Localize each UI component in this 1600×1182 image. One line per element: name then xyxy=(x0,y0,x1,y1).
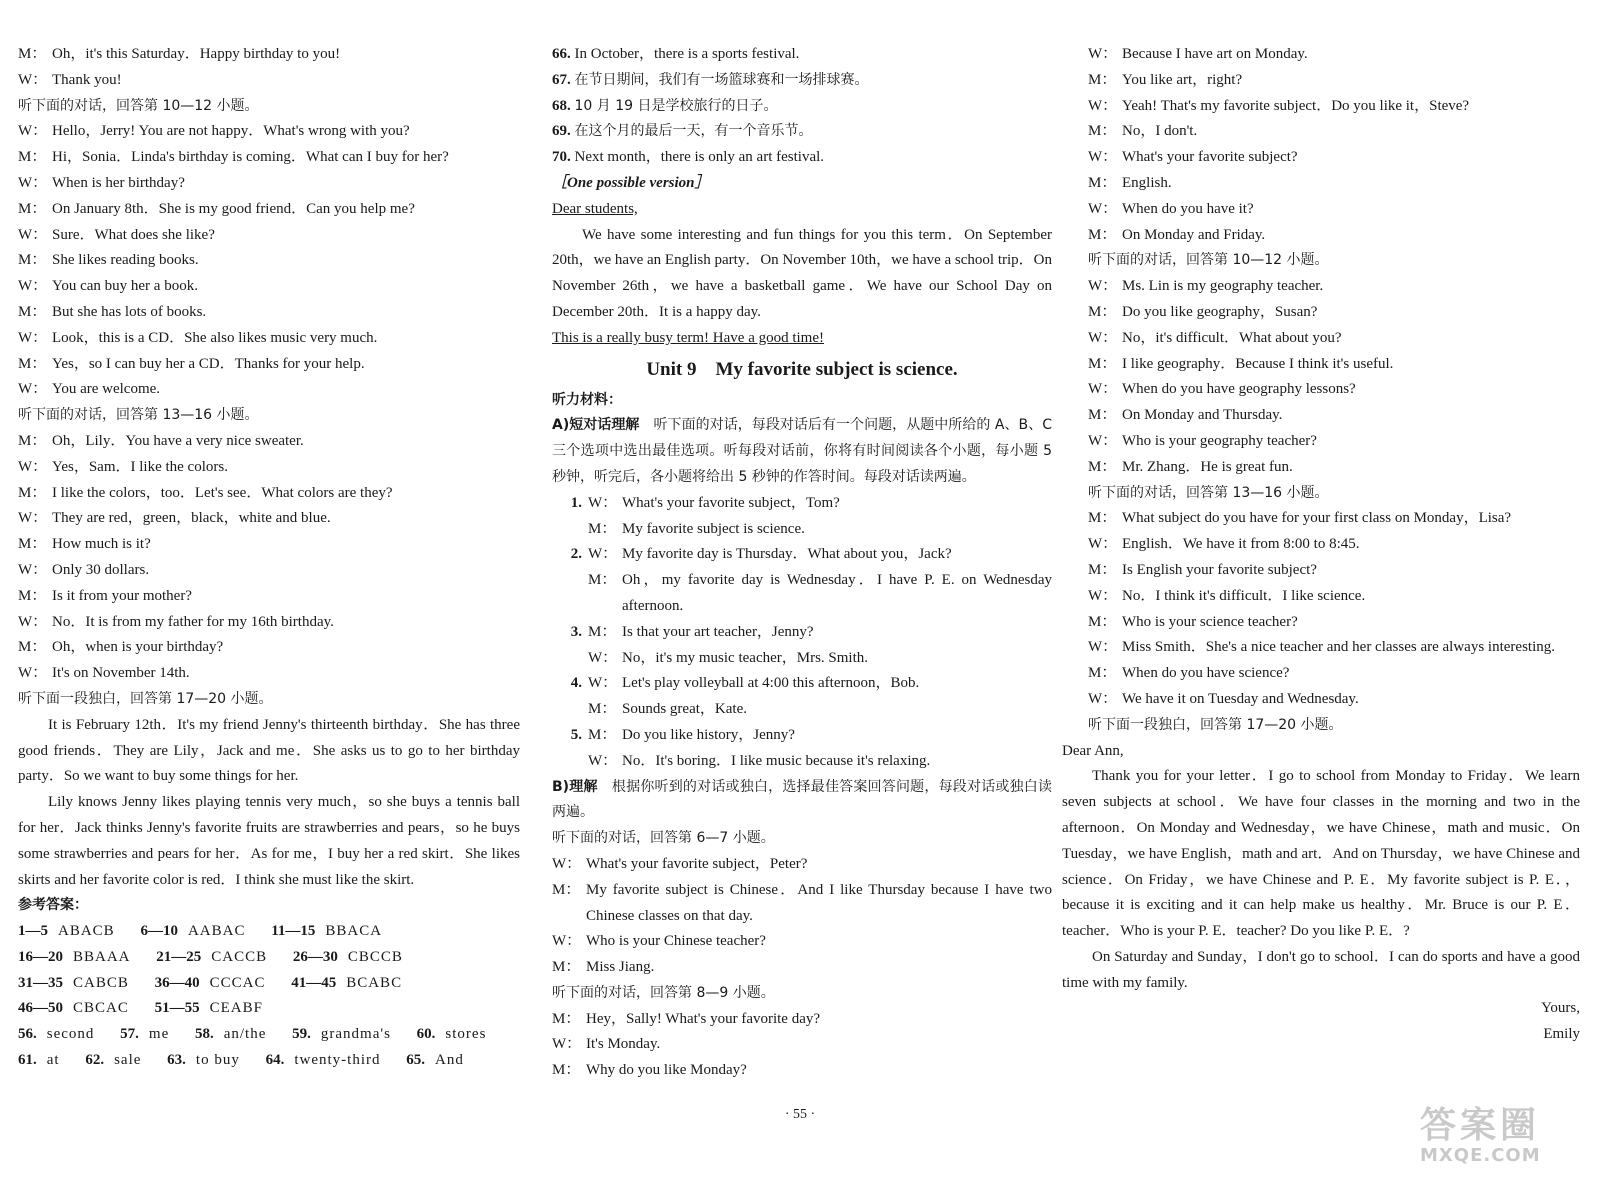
section-a-instructions: A)短对话理解 听下面的对话，每段对话后有一个问题，从题中所给的 A、B、C 三个选项中选出最佳选项。听每段对话前，你将有时间阅读各个小题，每小题 5 秒钟，听完后，各小题将给出 5 秒钟的作答时间。每段对话读两遍。 xyxy=(552,417,1052,485)
dialogue-line: W： Who is your geography teacher? xyxy=(1088,432,1317,449)
question-line: 2. W： My favorite day is Thursday．What about you，Jack? xyxy=(570,546,952,563)
dialogue-line: W： Yes，Sam．I like the colors. xyxy=(18,458,228,475)
letter-salutation: Dear Ann, xyxy=(1062,742,1124,759)
listening-heading: 听力材料： xyxy=(552,391,622,408)
unit-title: Unit 9 My favorite subject is science. xyxy=(646,358,958,380)
letter-closing: This is a really busy term! Have a good time! xyxy=(552,329,825,346)
dialogue-block xyxy=(552,1007,1052,1084)
question-line: 5. M： Do you like history，Jenny? xyxy=(570,726,795,743)
dialogue-line: W： We have it on Tuesday and Wednesday. xyxy=(1088,690,1359,707)
watermark-en: MXQE.COM xyxy=(1420,1145,1541,1166)
dialogue-line: W： It's on November 14th. xyxy=(18,665,190,682)
answer-item: 68. 10 月 19 日是学校旅行的日子。 xyxy=(552,97,778,114)
monologue-paragraph: Lily knows Jenny likes playing tennis very much，so she buys a tennis ball for her．Jack thinks Jenny's favorite fruits are strawberries and pears，so he buys some strawberries and pears for her．As for me，I buy her a red skirt．She likes skirts and her favorite color is red．I think she must like the skirt. xyxy=(18,794,520,888)
answer-item: 66. In October，there is a sports festival. xyxy=(552,46,800,62)
answer-row: 31—35 CABCB 36—40 CCCAC 41—45 BCABC xyxy=(18,974,403,991)
dialogue-line: W： You are welcome. xyxy=(18,381,161,398)
dialogue-line: W： It's Monday. xyxy=(552,1036,661,1053)
letter-signature: Emily xyxy=(1543,1026,1580,1043)
dialogue-line: W： No．I think it's difficult．I like science. xyxy=(1088,587,1366,604)
answer-row: 61. at 62. sale 63. to buy 64. twenty-third 65. And xyxy=(18,1052,464,1069)
question-line: 4. W： Let's play volleyball at 4:00 this afternoon，Bob. xyxy=(570,675,920,692)
dialogue-line: W： Only 30 dollars. xyxy=(18,561,150,578)
dialogue-line: W： When is her birthday? xyxy=(18,174,185,191)
dialogue-line: M： When do you have science? xyxy=(1088,665,1290,682)
answer-item: 70. Next month，there is only an art festival. xyxy=(552,149,825,166)
monologue-paragraph: It is February 12th．It's my friend Jenny's thirteenth birthday．She has three good friends．They are Lily，Jack and me．She asks us to go to her birthday party．So we want to buy some things for her. xyxy=(18,716,520,785)
dialogue-line: W： Who is your Chinese teacher? xyxy=(552,933,766,950)
letter-sign-off: Yours, xyxy=(1541,1000,1580,1017)
dialogue-line: M： Miss Jiang. xyxy=(552,959,655,976)
dialogue-line: W： No．It is from my father for my 16th birthday. xyxy=(18,613,334,630)
answer-key-heading: 参考答案： xyxy=(18,897,88,914)
answer-row: 46—50 CBCAC 51—55 CEABF xyxy=(18,1000,263,1017)
letter-body: We have some interesting and fun things for you this term．On September 20th，we have an English party．On November 10th，we have a school trip．On November 26th，we have a basketball game．We have our School Day on December 20th．It is a happy day. xyxy=(552,226,1052,320)
dialogue-line: W： Sure．What does she like? xyxy=(18,226,215,243)
dialogue-block xyxy=(552,852,1052,981)
answer-row: 1—5 ABACB 6—10 AABAC 11—15 BBACA xyxy=(18,923,383,940)
question-line: 3. M： Is that your art teacher，Jenny? xyxy=(570,623,814,640)
dialogue-line: W： Yeah! That's my favorite subject．Do you like it，Steve? xyxy=(1088,97,1470,114)
dialogue-line: W： What's your favorite subject? xyxy=(1088,149,1298,166)
watermark-cn: 答案圈 xyxy=(1420,1105,1541,1146)
answer-key xyxy=(18,919,520,1074)
dialogue-line: M： You like art，right? xyxy=(1088,71,1243,88)
dialogue-line: W： Because I have art on Monday. xyxy=(1088,46,1308,62)
dialogue-line: W： Miss Smith．She's a nice teacher and her classes are always interesting. xyxy=(1088,639,1555,656)
dialogue-line: M： Oh，when is your birthday? xyxy=(18,639,224,656)
dialogue-line: W： You can buy her a book. xyxy=(18,278,198,295)
answer-item: 67. 在节日期间，我们有一场篮球赛和一场排球赛。 xyxy=(552,71,869,88)
dialogue-line: M： But she has lots of books. xyxy=(18,303,207,320)
section-b-instructions: B)理解 根据你听到的对话或独白，选择最佳答案回答问题，每段对话或独白读两遍。 xyxy=(552,778,1052,821)
dialogue-line: M： Hi，Sonia．Linda's birthday is coming．What can I buy for her? xyxy=(18,149,449,166)
column-right xyxy=(1062,42,1580,1048)
question-line: 1. W： What's your favorite subject，Tom? xyxy=(570,494,840,511)
dialogue-line: M： English. xyxy=(1088,174,1172,191)
dialogue-line: M： Oh，it's this Saturday．Happy birthday to you! xyxy=(18,46,341,62)
dialogue-line: M： No，I don't. xyxy=(1088,123,1198,140)
dialogue-line: M： Why do you like Monday? xyxy=(552,1062,747,1079)
dialogue-line: M： How much is it? xyxy=(18,536,151,553)
dialogue-line: W： English．We have it from 8:00 to 8:45. xyxy=(1088,536,1360,553)
page-number: · 55 · xyxy=(784,1107,816,1122)
short-dialogues xyxy=(552,491,1052,775)
watermark-logo xyxy=(1420,1106,1580,1166)
question-line: M： Oh，my favorite day is Wednesday．I have P. E. on Wednesday afternoon. xyxy=(588,572,1052,614)
dialogue-line: M： Mr. Zhang．He is great fun. xyxy=(1088,458,1293,475)
dialogue-line: M： Oh，Lily．You have a very nice sweater. xyxy=(18,432,304,449)
section-heading: 听下面的对话，回答第 6—7 小题。 xyxy=(552,830,775,847)
letter-salutation: Dear students, xyxy=(552,200,638,217)
dialogue-line: M： On January 8th．She is my good friend．Can you help me? xyxy=(18,200,415,217)
section-heading: 听下面的对话，回答第 13—16 小题。 xyxy=(18,407,259,424)
dialogue-line: W： Thank you! xyxy=(18,71,122,88)
dialogue-line: M： I like geography．Because I think it's useful. xyxy=(1088,355,1394,372)
section-heading: 听下面一段独白，回答第 17—20 小题。 xyxy=(18,690,273,707)
dialogue-block xyxy=(18,119,520,403)
question-line: M： Sounds great，Kate. xyxy=(588,701,747,718)
dialogue-line: M： Who is your science teacher? xyxy=(1088,613,1298,630)
section-heading: 听下面的对话，回答第 8—9 小题。 xyxy=(552,984,775,1001)
dialogue-line: M： Yes，so I can buy her a CD．Thanks for your help. xyxy=(18,355,365,372)
dialogue-line: W： What's your favorite subject，Peter? xyxy=(552,855,808,872)
question-line: M： My favorite subject is science. xyxy=(588,520,805,537)
dialogue-line: W： Hello，Jerry! You are not happy．What's wrong with you? xyxy=(18,123,410,140)
dialogue-line: M： Is English your favorite subject? xyxy=(1088,561,1317,578)
dialogue-block xyxy=(1088,506,1580,712)
answer-row: 56. second 57. me 58. an/the 59. grandma's 60. stores xyxy=(18,1026,487,1043)
dialogue-line: M： Do you like geography，Susan? xyxy=(1088,303,1318,320)
dialogue-line: W： Ms. Lin is my geography teacher. xyxy=(1088,278,1324,295)
column-left xyxy=(18,42,520,1074)
dialogue-line: M： My favorite subject is Chinese．And I like Thursday because I have two Chinese classes on that day. xyxy=(552,881,1052,924)
dialogue-line: M： What subject do you have for your first class on Monday，Lisa? xyxy=(1088,510,1512,527)
dialogue-block xyxy=(18,429,520,687)
version-label: ［One possible version］ xyxy=(552,174,710,191)
dialogue-block xyxy=(1088,42,1580,248)
dialogue-line: M： She likes reading books. xyxy=(18,252,199,269)
dialogue-block xyxy=(1088,274,1580,480)
monologue-paragraph: On Saturday and Sunday，I don't go to school．I can do sports and have a good time with my family. xyxy=(1062,948,1580,991)
dialogue-line: M： Is it from your mother? xyxy=(18,587,192,604)
section-heading: 听下面的对话，回答第 10—12 小题。 xyxy=(1088,252,1329,269)
dialogue-line: M： On Monday and Thursday. xyxy=(1088,407,1283,424)
section-heading: 听下面的对话，回答第 10—12 小题。 xyxy=(18,97,259,114)
section-heading: 听下面一段独白，回答第 17—20 小题。 xyxy=(1088,716,1343,733)
dialogue-line: W： When do you have it? xyxy=(1088,200,1254,217)
answer-item: 69. 在这个月的最后一天，有一个音乐节。 xyxy=(552,123,813,140)
dialogue-line: M： On Monday and Friday. xyxy=(1088,226,1266,243)
dialogue-line: W： They are red，green，black，white and blue. xyxy=(18,510,331,527)
monologue-paragraph: Thank you for your letter．I go to school from Monday to Friday．We learn seven subjects at school．We have four classes in the morning and two in the afternoon．On Monday and Wednesday，we have Chinese，math and music．On Tuesday，we have English，math and art．And on Thursday，we have Chinese and science．On Friday，we have Chinese and P. E．My favorite subject is P. E．，because it is exciting and it can help make us healthy．Mr. Bruce is our P. E．teacher．Who is your P. E．teacher? Do you like P. E．? xyxy=(1062,768,1580,940)
section-heading: 听下面的对话，回答第 13—16 小题。 xyxy=(1088,484,1329,501)
column-middle xyxy=(552,42,1052,1084)
dialogue-line: W： When do you have geography lessons? xyxy=(1088,381,1356,398)
question-line: W： No．It's boring．I like music because it's relaxing. xyxy=(588,752,931,769)
answer-row: 16—20 BBAAA 21—25 CACCB 26—30 CBCCB xyxy=(18,948,403,965)
question-line: W： No，it's my music teacher，Mrs. Smith. xyxy=(588,649,869,666)
dialogue-line: M： Hey，Sally! What's your favorite day? xyxy=(552,1010,821,1027)
dialogue-line: M： I like the colors，too．Let's see．What colors are they? xyxy=(18,484,393,501)
dialogue-line: W： Look，this is a CD．She also likes music very much. xyxy=(18,329,378,346)
dialogue-line: W： No，it's difficult．What about you? xyxy=(1088,329,1342,346)
